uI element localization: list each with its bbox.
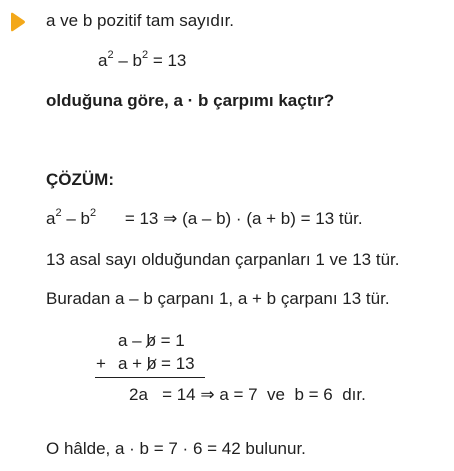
eq-rhs: = 13 (148, 51, 187, 70)
eq-exp-1: 2 (107, 49, 114, 62)
play-triangle-icon (9, 11, 27, 33)
problem-given: a ve b pozitif tam sayıdır. (46, 11, 235, 30)
sum-row-1-prefix: a – (118, 331, 142, 350)
solution-heading: ÇÖZÜM: (46, 170, 114, 189)
eq-a: a (98, 51, 108, 70)
problem-question: olduğuna göre, a · b çarpımı kaçtır? (46, 91, 335, 110)
sum-row-2-prefix: a + (118, 354, 143, 373)
sum-divider (95, 377, 205, 378)
sum-row-1-suffix: = 1 (160, 331, 185, 350)
solution-line-2: 13 asal sayı olduğundan çarpanları 1 ve 13 tür. (46, 250, 400, 269)
s1-exp-1: 2 (55, 207, 62, 220)
s1-exp-2: 2 (89, 207, 97, 220)
eq-minus-b: – b (118, 51, 142, 70)
cancelled-b-2: b (146, 354, 157, 373)
s1-minus-b: – b (66, 209, 90, 228)
s1-a: a (46, 209, 56, 228)
eq-exp-2: 2 (141, 49, 149, 62)
plus-sign: + (96, 354, 106, 373)
sum-row-2-suffix: = 13 (161, 354, 195, 373)
sum-result: 2a = 14 ⇒ a = 7 ve b = 6 dır. (129, 385, 366, 404)
sum-row-1 (118, 331, 185, 351)
problem-equation (98, 51, 186, 71)
cancelled-b-1: b (146, 331, 156, 350)
solution-line-1 (46, 209, 363, 229)
sum-row-2 (118, 354, 195, 374)
s1-rest: = 13 ⇒ (a – b) · (a + b) = 13 tür. (124, 209, 363, 228)
conclusion: O hâlde, a · b = 7 · 6 = 42 bulunur. (46, 439, 306, 458)
solution-line-3: Buradan a – b çarpanı 1, a + b çarpanı 13 tür. (46, 289, 390, 308)
